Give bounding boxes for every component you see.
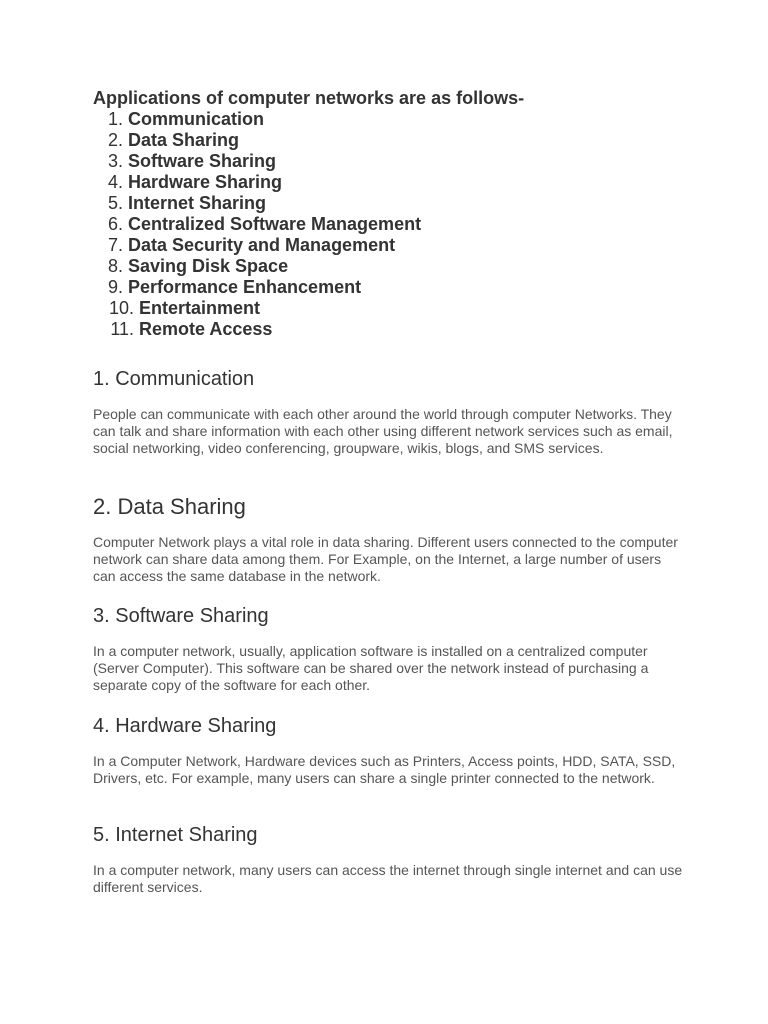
list-item xyxy=(93,256,693,277)
list-number: 6. xyxy=(107,214,123,234)
document-page xyxy=(93,88,693,895)
intro-text: Applications of computer networks are as follows- xyxy=(93,88,525,108)
list-label: Communication xyxy=(128,109,265,129)
list-item xyxy=(93,193,693,214)
list-number: 3. xyxy=(107,151,123,171)
section-software-sharing xyxy=(93,604,683,694)
section-body: In a computer network, usually, application software is installed on a centralized computer (Server Computer). This software can be shared over the network instead of purchasing a separate copy of the software for each other. xyxy=(93,643,649,693)
list-label: Remote Access xyxy=(139,319,273,339)
list-item xyxy=(93,109,693,130)
section-heading: 4. Hardware Sharing xyxy=(93,715,277,737)
list-number: 5. xyxy=(107,193,123,213)
list-label: Data Sharing xyxy=(128,130,240,150)
list-item xyxy=(93,235,693,256)
list-number: 4. xyxy=(107,172,123,192)
list-label: Saving Disk Space xyxy=(128,256,289,276)
section-body: People can communicate with each other around the world through computer Networks. They can talk and share information with each other using different network services such as email, social networking, video conferencing, groupware, wikis, blogs, and SMS services. xyxy=(93,406,673,456)
list-item xyxy=(93,172,693,193)
section-heading: 3. Software Sharing xyxy=(93,605,269,627)
list-item xyxy=(93,151,693,172)
section-internet-sharing xyxy=(93,823,683,896)
list-item xyxy=(93,277,693,298)
list-number: 9. xyxy=(107,277,123,297)
section-body: In a computer network, many users can access the internet through single internet and can use different services. xyxy=(93,862,683,895)
list-number: 2. xyxy=(107,130,123,150)
list-label: Performance Enhancement xyxy=(128,277,362,297)
list-label: Data Security and Management xyxy=(128,235,396,255)
list-label: Hardware Sharing xyxy=(128,172,283,192)
list-label: Centralized Software Management xyxy=(128,214,422,234)
section-communication xyxy=(93,367,683,457)
section-body: In a Computer Network, Hardware devices such as Printers, Access points, HDD, SATA, SSD, Drivers, etc. For example, many users can share a single printer connected to the network. xyxy=(93,753,676,786)
section-data-sharing xyxy=(93,494,683,585)
section-body: Computer Network plays a vital role in data sharing. Different users connected to the computer network can share data among them. For Example, on the Internet, a large number of users can access the same database in the network. xyxy=(93,534,678,584)
list-label: Software Sharing xyxy=(128,151,277,171)
section-heading: 1. Communication xyxy=(93,368,255,390)
list-label: Entertainment xyxy=(139,298,261,318)
list-item xyxy=(93,298,693,319)
list-item xyxy=(93,214,693,235)
list-number: 11. xyxy=(110,319,134,339)
list-item xyxy=(93,130,693,151)
section-heading: 2. Data Sharing xyxy=(93,494,246,519)
list-number: 7. xyxy=(107,235,123,255)
list-number: 10. xyxy=(108,298,134,318)
section-heading: 5. Internet Sharing xyxy=(93,824,258,846)
list-number: 1. xyxy=(107,109,123,129)
section-hardware-sharing xyxy=(93,714,683,787)
list-label: Internet Sharing xyxy=(128,193,267,213)
list-item xyxy=(93,319,693,340)
list-number: 8. xyxy=(107,256,123,276)
applications-list xyxy=(93,109,693,340)
